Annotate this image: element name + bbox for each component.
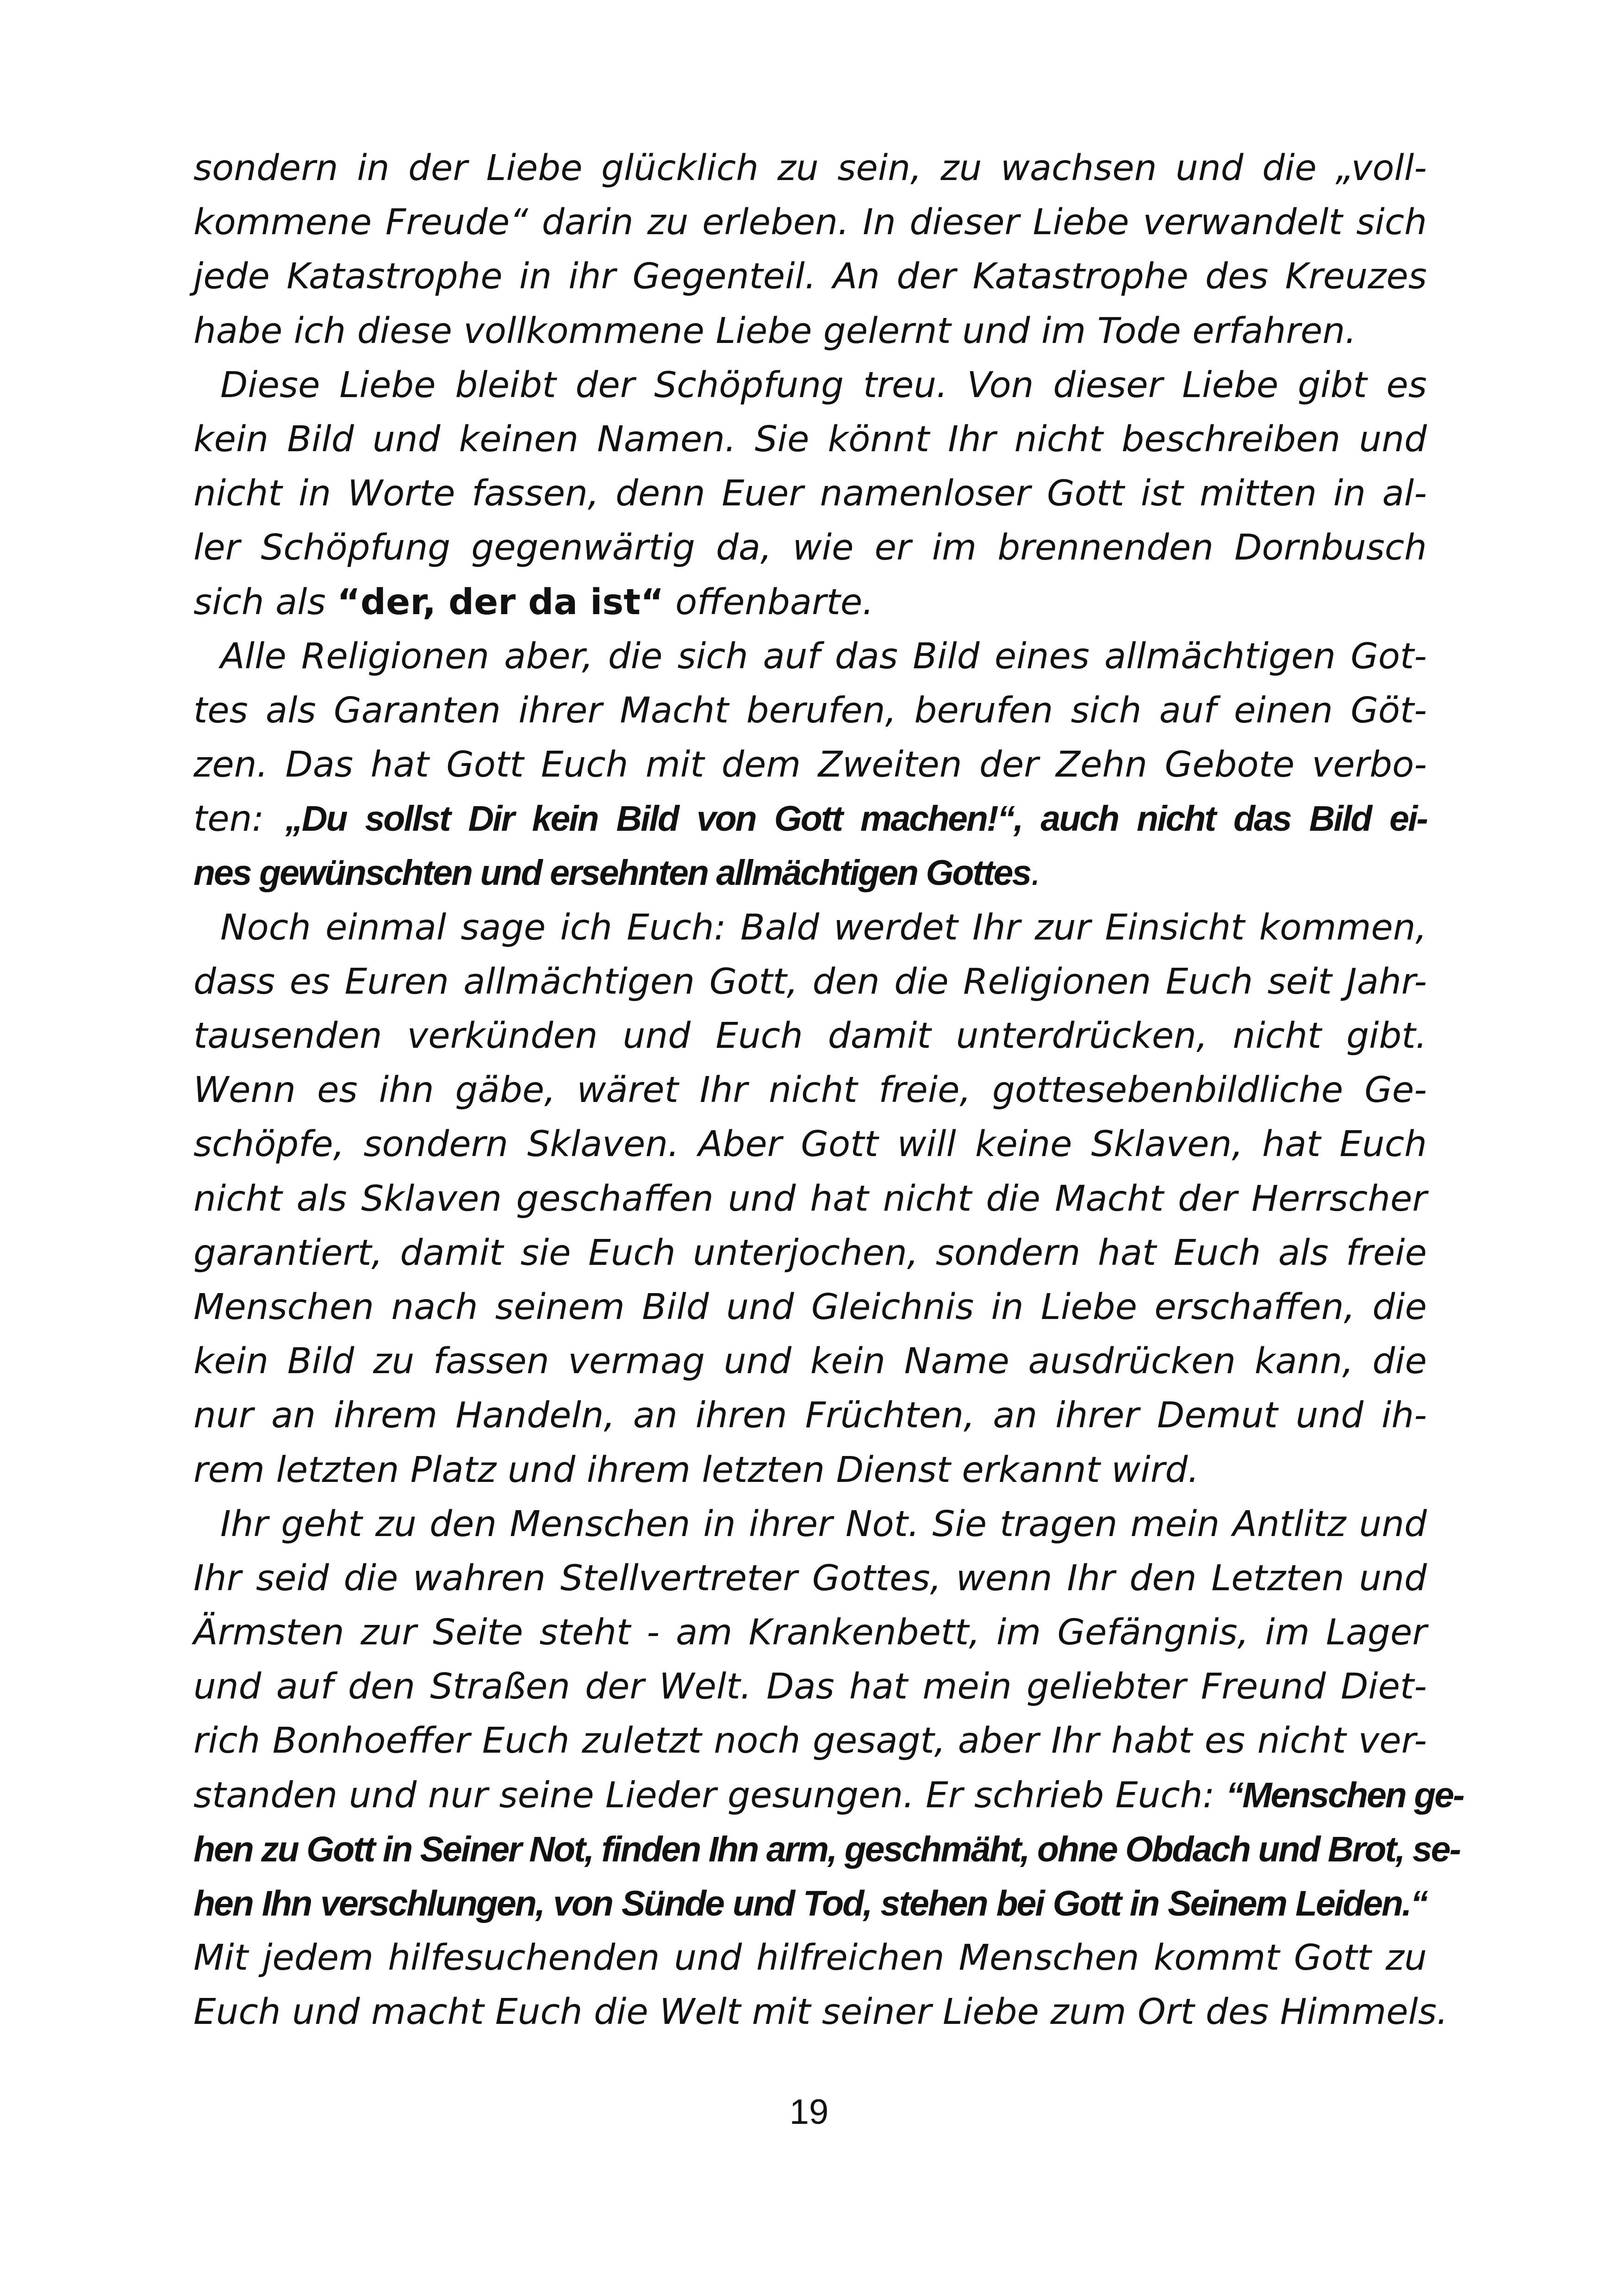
text-line: Menschen nach seinem Bild und Gleichnis in Liebe erschaffen, die	[193, 1286, 1427, 1328]
commandment-quote: „Du sollst Dir kein Bild von Gott machen!“, auch nicht das Bild ei-	[285, 799, 1427, 839]
text-line: Ihr seid die wahren Stellvertreter Gottes, wenn Ihr den Letzten und	[193, 1557, 1427, 1599]
text-line: Diese Liebe bleibt der Schöpfung treu. Von dieser Liebe gibt es	[220, 364, 1427, 406]
text-line: dass es Euren allmächtigen Gott, den die Religionen Euch seit Jahr-	[193, 961, 1427, 1002]
text-line	[193, 846, 1427, 900]
bonhoeffer-quote: hen Ihn verschlungen, von Sünde und Tod, stehen bei Gott in Seinem Leiden.“	[193, 1884, 1427, 1923]
text-line	[193, 1877, 1427, 1931]
text-line	[193, 792, 1427, 846]
text-line: Mit jedem hilfesuchenden und hilfreichen Menschen kommt Gott zu	[193, 1937, 1427, 1979]
text-line: kein Bild und keinen Namen. Sie könnt Ihr nicht beschreiben und	[193, 418, 1427, 460]
bonhoeffer-quote: “Menschen ge-	[1226, 1775, 1463, 1815]
text-line: kein Bild zu fassen vermag und kein Name ausdrücken kann, die	[193, 1341, 1427, 1382]
body-text	[193, 141, 1463, 2040]
text-line: ler Schöpfung gegenwärtig da, wie er im brennenden Dornbusch	[193, 527, 1427, 569]
text-run: offenbarte.	[664, 581, 874, 623]
text-line: nur an ihrem Handeln, an ihren Früchten, an ihrer Demut und ih-	[193, 1395, 1427, 1437]
text-line: nicht als Sklaven geschaffen und hat nicht die Macht der Herrscher	[193, 1178, 1427, 1220]
text-line: Alle Religionen aber, die sich auf das Bild eines allmächtigen Got-	[220, 635, 1427, 677]
text-line: rich Bonhoeffer Euch zuletzt noch gesagt, aber Ihr habt es nicht ver-	[193, 1720, 1427, 1762]
text-run: ten:	[193, 798, 286, 840]
text-run: standen und nur seine Lieder gesungen. Er schrieb Euch:	[193, 1774, 1226, 1816]
text-run: .	[1030, 852, 1042, 894]
text-line: Ihr geht zu den Menschen in ihrer Not. Sie tragen mein Antlitz und	[220, 1503, 1427, 1545]
text-line: habe ich diese vollkommene Liebe gelernt und im Tode erfahren.	[193, 310, 1357, 352]
text-line: zen. Das hat Gott Euch mit dem Zweiten der Zehn Gebote verbo-	[193, 744, 1427, 786]
text-line: garantiert, damit sie Euch unterjochen, sondern hat Euch als freie	[193, 1232, 1427, 1274]
text-line: und auf den Straßen der Welt. Das hat mein geliebter Freund Diet-	[193, 1666, 1427, 1708]
text-line: tes als Garanten ihrer Macht berufen, berufen sich auf einen Göt-	[193, 690, 1427, 731]
text-line: Noch einmal sage ich Euch: Bald werdet Ihr zur Einsicht kommen,	[220, 907, 1427, 948]
text-line: kommene Freude“ darin zu erleben. In dieser Liebe verwandelt sich	[193, 202, 1427, 243]
text-line: Euch und macht Euch die Welt mit seiner Liebe zum Ort des Himmels.	[193, 1991, 1448, 2033]
page-number: 19	[789, 2092, 829, 2132]
text-line: tausenden verkünden und Euch damit unterdrücken, nicht gibt.	[193, 1015, 1427, 1057]
text-line	[193, 575, 1427, 629]
text-line: nicht in Worte fassen, denn Euer namenloser Gott ist mitten in al-	[193, 473, 1427, 515]
text-line	[193, 1768, 1463, 1823]
text-line: schöpfe, sondern Sklaven. Aber Gott will keine Sklaven, hat Euch	[193, 1124, 1427, 1165]
commandment-quote: nes gewünschten und ersehnten allmächtigen Gottes	[193, 853, 1031, 893]
text-line: Wenn es ihn gäbe, wäret Ihr nicht freie, gottesebenbildliche Ge-	[193, 1070, 1427, 1111]
text-line: sondern in der Liebe glücklich zu sein, zu wachsen und die „voll-	[193, 148, 1427, 189]
bonhoeffer-quote: hen zu Gott in Seiner Not, finden Ihn arm, geschmäht, ohne Obdach und Brot, se-	[193, 1829, 1460, 1869]
bold-quote: “der, der da ist“	[337, 581, 664, 623]
text-run: sich als	[193, 581, 337, 623]
text-line: jede Katastrophe in ihr Gegenteil. An der Katastrophe des Kreuzes	[193, 256, 1427, 298]
text-line: rem letzten Platz und ihrem letzten Dienst erkannt wird.	[193, 1449, 1199, 1491]
text-line	[193, 1823, 1460, 1877]
text-line: Ärmsten zur Seite steht - am Krankenbett, im Gefängnis, im Lager	[193, 1612, 1427, 1654]
